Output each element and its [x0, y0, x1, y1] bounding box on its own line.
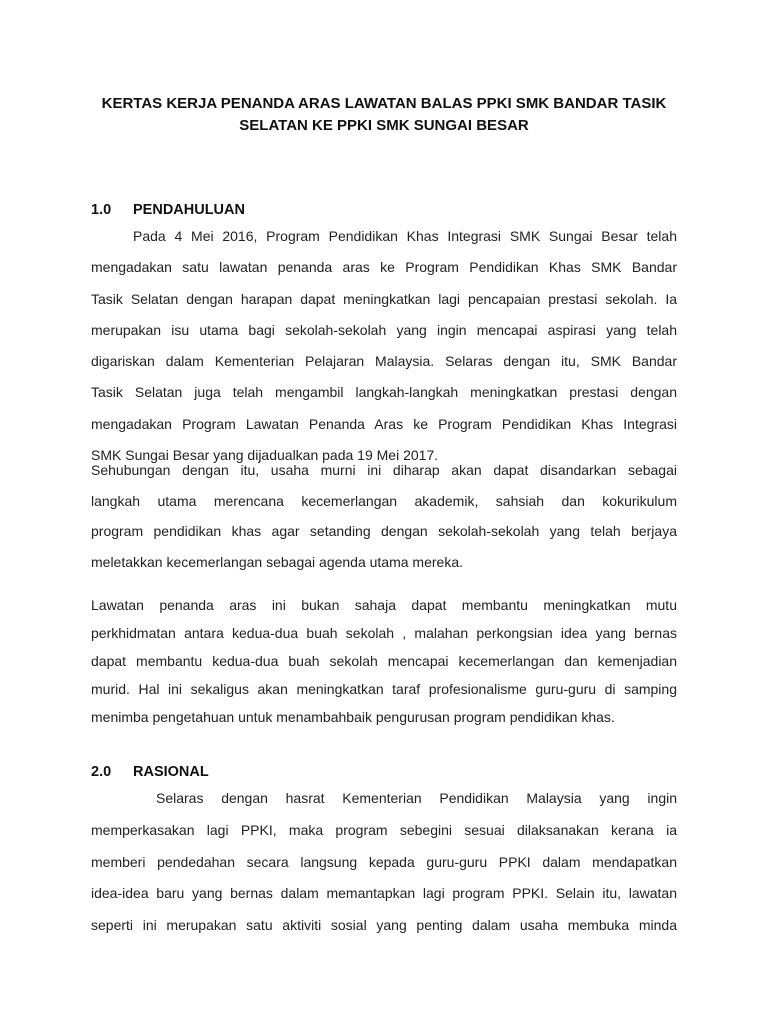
- text-line: Selaras dengan hasrat Kementerian Pendidikan Malaysia yang ingin: [156, 790, 677, 806]
- text-line: mengadakan Program Lawatan Penanda Aras ke Program Pendidikan Khas Integrasi: [91, 415, 677, 432]
- paragraph: [91, 591, 677, 731]
- text-line: Pada 4 Mei 2016, Program Pendidikan Khas Integrasi SMK Sungai Besar telah: [133, 228, 677, 244]
- text-line: Sehubungan dengan itu, usaha murni ini diharap akan dapat disandarkan sebagai: [91, 462, 677, 478]
- text-line: digariskan dalam Kementerian Pelajaran Malaysia. Selaras dengan itu, SMK Bandar: [91, 353, 677, 370]
- text-line: merupakan isu utama bagi sekolah-sekolah yang ingin mencapai aspirasi yang telah: [91, 321, 677, 338]
- section-title: RASIONAL: [133, 764, 209, 780]
- section-heading-rasional: [91, 764, 209, 780]
- text-line: seperti ini merupakan satu aktiviti sosial yang penting dalam usaha membuka minda: [91, 917, 677, 933]
- section-number: 1.0: [91, 202, 112, 218]
- section-heading-pendahuluan: [91, 202, 245, 218]
- text-line: program pendidikan khas agar setanding dengan sekolah-sekolah yang telah berjaya: [91, 523, 677, 540]
- text-line: memperkasakan lagi PPKI, maka program sebegini sesuai dilaksanakan kerana ia: [91, 821, 677, 838]
- title-line: SELATAN KE PPKI SMK SUNGAI BESAR: [239, 117, 529, 134]
- text-line: dapat membantu kedua-dua buah sekolah mencapai kecemerlangan dan kemenjadian: [91, 653, 677, 669]
- text-line: SMK Sungai Besar yang dijadualkan pada 19 Mei 2017.: [91, 447, 439, 464]
- paragraph: [91, 221, 677, 471]
- text-line: idea-idea baru yang bernas dalam memantapkan lagi program PPKI. Selain itu, lawatan: [91, 885, 677, 902]
- paragraph: [91, 455, 677, 578]
- text-line: menimba pengetahuan untuk menambahbaik pengurusan program pendidikan khas.: [91, 709, 615, 725]
- text-line: memberi pendedahan secara langsung kepada guru-guru PPKI dalam mendapatkan: [91, 853, 677, 870]
- paragraph: [91, 783, 677, 942]
- section-number: 2.0: [91, 764, 112, 780]
- text-line: meletakkan kecemerlangan sebagai agenda utama mereka.: [91, 554, 464, 571]
- section-title: PENDAHULUAN: [133, 202, 245, 218]
- text-line: murid. Hal ini sekaligus akan meningkatkan taraf profesionalisme guru-guru di samping: [91, 681, 677, 697]
- text-line: Tasik Selatan juga telah mengambil langkah-langkah meningkatkan prestasi dengan: [91, 384, 677, 401]
- title-line: KERTAS KERJA PENANDA ARAS LAWATAN BALAS PPKI SMK BANDAR TASIK: [101, 95, 667, 112]
- text-line: perkhidmatan antara kedua-dua buah sekolah , malahan perkongsian idea yang bernas: [91, 625, 677, 641]
- document-title: [60, 93, 708, 137]
- text-line: Tasik Selatan dengan harapan dapat meningkatkan lagi pencapaian prestasi sekolah. Ia: [91, 290, 677, 307]
- text-line: langkah utama merencana kecemerlangan akademik, sahsiah dan kokurikulum: [91, 492, 677, 509]
- text-line: Lawatan penanda aras ini bukan sahaja dapat membantu meningkatkan mutu: [91, 597, 677, 613]
- text-line: mengadakan satu lawatan penanda aras ke Program Pendidikan Khas SMK Bandar: [91, 259, 677, 276]
